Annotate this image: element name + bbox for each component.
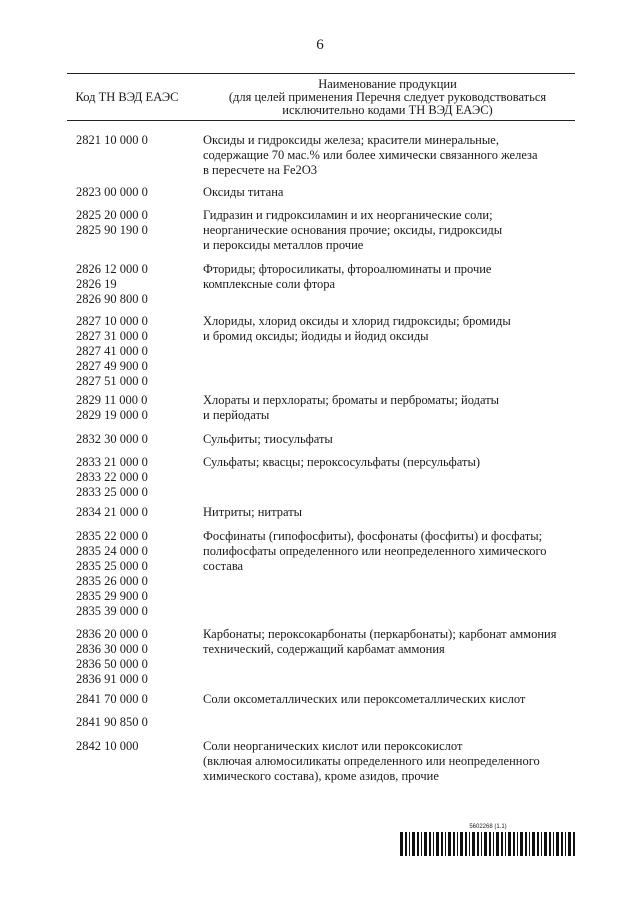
product-code: 2835 29 900 0 [76,589,148,603]
product-description-line: Соли неорганических кислот или пероксокислот [203,739,463,753]
product-codes [76,432,196,447]
product-description-line: неорганические основания прочие; оксиды, гидроксиды [203,223,503,237]
product-codes [76,739,196,754]
product-code: 2836 20 000 0 [76,627,148,641]
product-code: 2827 31 000 0 [76,329,148,343]
product-codes [76,529,196,619]
barcode-caption: 5602268 (1.1) [469,824,507,830]
product-description [203,505,583,520]
product-codes [76,627,196,687]
product-description-line: технический, содержащий карбамат аммония [203,642,445,656]
product-description-line: Карбонаты; пероксокарбонаты (перкарбонаты); карбонат аммония [203,627,557,641]
barcode [400,824,576,856]
product-codes [76,314,196,389]
product-description-line: Сульфаты; квасцы; пероксосульфаты (персульфаты) [203,455,481,469]
product-code: 2836 30 000 0 [76,642,148,656]
product-description [203,262,583,292]
product-codes [76,692,196,707]
product-description [203,529,583,574]
product-code: 2841 90 850 0 [76,715,148,729]
product-code: 2829 19 000 0 [76,408,148,422]
product-code: 2842 10 000 [76,739,139,753]
product-code: 2832 30 000 0 [76,432,148,446]
product-code: 2833 21 000 0 [76,455,148,469]
product-codes [76,133,196,148]
product-code: 2841 70 000 0 [76,692,148,706]
product-description-line: комплексные соли фтора [203,277,336,291]
product-code: 2835 25 000 0 [76,559,148,573]
product-description-line: Нитриты; нитраты [203,505,303,519]
header-name-line: (для целей применения Перечня следует руководствоваться [228,89,547,104]
product-description [203,185,583,200]
product-code: 2825 20 000 0 [76,208,148,222]
product-description-line: (включая алюмосиликаты определенного или неопределенного [203,754,540,768]
product-description-line: и пероксиды металлов прочие [203,238,364,252]
product-code: 2835 22 000 0 [76,529,148,543]
product-code: 2821 10 000 0 [76,133,148,147]
product-code: 2835 26 000 0 [76,574,148,588]
product-description-line: полифосфаты определенного или неопределенного химического [203,544,547,558]
header-name-line: исключительно кодами ТН ВЭД ЕАЭС) [282,102,493,117]
product-code: 2826 19 [76,277,117,291]
product-description-line: Фториды; фторосиликаты, фтороалюминаты и прочие [203,262,492,276]
product-code: 2836 91 000 0 [76,672,148,686]
product-description-line: содержащие 70 мас.% или более химически связанного железа [203,148,538,162]
product-code: 2836 50 000 0 [76,657,148,671]
product-description-line: Гидразин и гидроксиламин и их неорганические соли; [203,208,493,222]
header-code-column: Код ТН ВЭД ЕАЭС [75,89,179,104]
product-description-line: Фосфинаты (гипофосфиты), фосфонаты (фосфиты) и фосфаты; [203,529,543,543]
product-code: 2835 39 000 0 [76,604,148,618]
product-code: 2826 90 800 0 [76,292,148,306]
product-description-line: и бромид оксиды; йодиды и йодид оксиды [203,329,429,343]
product-codes [76,185,196,200]
product-description [203,393,583,423]
product-code: 2825 90 190 0 [76,223,148,237]
product-description [203,455,583,470]
product-description-line: Оксиды и гидроксиды железа; красители минеральные, [203,133,499,147]
product-description-line: Хлораты и перхлораты; броматы и перброматы; йодаты [203,393,500,407]
product-description-line: химического состава), кроме азидов, прочие [203,769,439,783]
product-codes [76,715,196,730]
product-code: 2827 51 000 0 [76,374,148,388]
product-code: 2827 10 000 0 [76,314,148,328]
product-description-line: Оксиды титана [203,185,284,199]
product-description [203,133,583,178]
product-code: 2829 11 000 0 [76,393,148,407]
product-code: 2827 49 900 0 [76,359,148,373]
product-code: 2826 12 000 0 [76,262,148,276]
product-description [203,208,583,253]
product-code: 2833 25 000 0 [76,485,148,499]
barcode-graphic [400,832,576,856]
page-number: 6 [316,37,324,53]
product-code: 2834 21 000 0 [76,505,148,519]
product-description-line: Хлориды, хлорид оксиды и хлорид гидроксиды; бромиды [203,314,511,328]
product-codes [76,455,196,500]
product-description [203,627,583,657]
product-code: 2835 24 000 0 [76,544,148,558]
product-codes [76,208,196,238]
product-description [203,432,583,447]
product-codes [76,505,196,520]
product-code: 2823 00 000 0 [76,185,148,199]
product-description-line: состава [203,559,244,573]
product-description [203,692,583,707]
product-description-line: Соли оксометаллических или пероксометаллических кислот [203,692,526,706]
product-description-line: в пересчете на Fe2O3 [203,163,318,177]
product-description-line: и перйодаты [203,408,270,422]
product-description [203,739,583,784]
product-code: 2827 41 000 0 [76,344,148,358]
product-description [203,314,583,344]
product-code: 2833 22 000 0 [76,470,148,484]
product-codes [76,262,196,307]
product-description-line: Сульфиты; тиосульфаты [203,432,333,446]
header-name-line: Наименование продукции [318,76,457,91]
product-codes [76,393,196,423]
